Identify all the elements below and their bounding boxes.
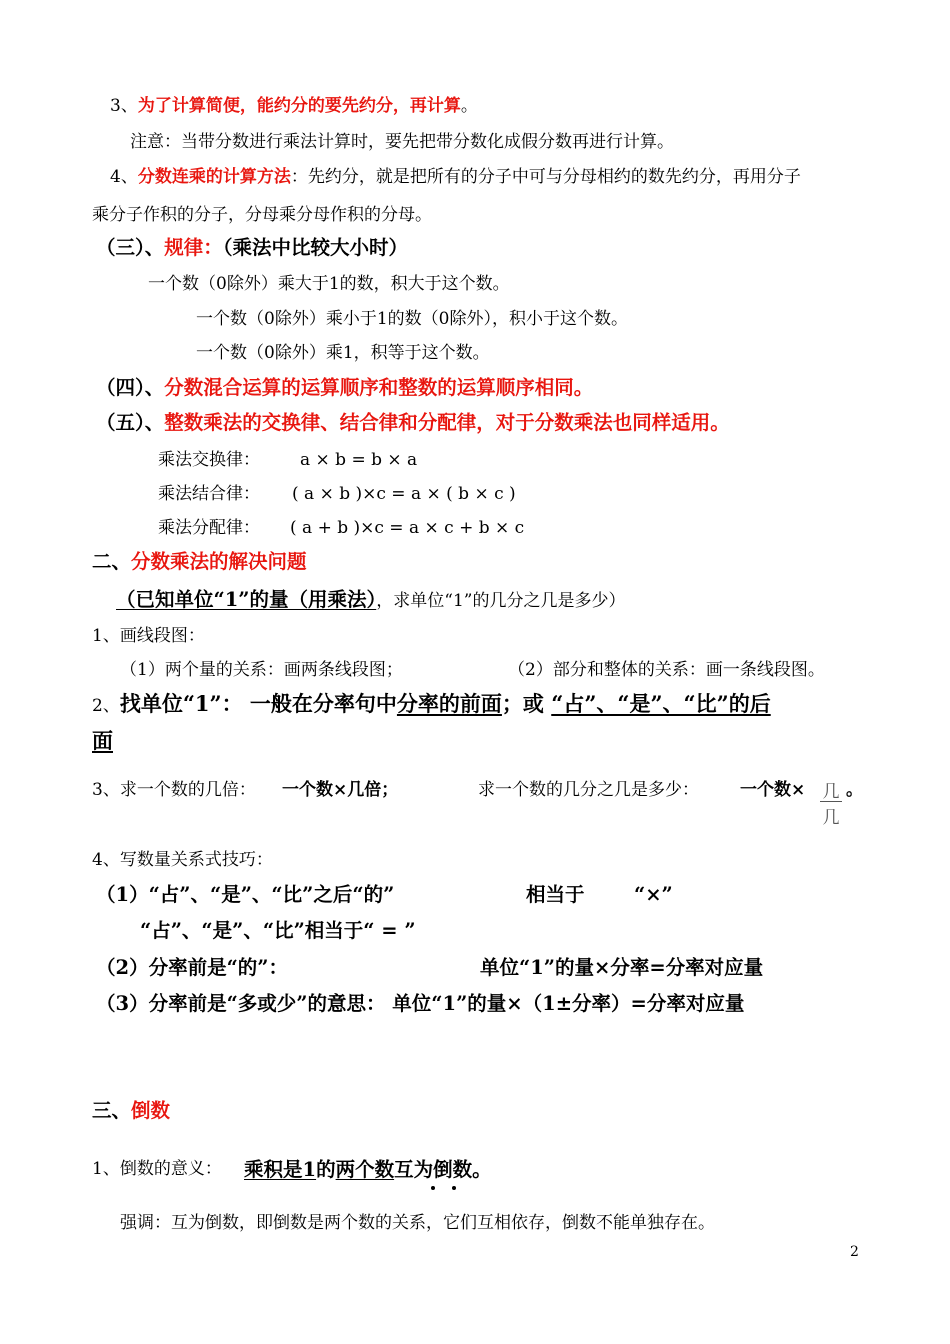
fraction-denominator: 几 (822, 808, 840, 828)
definition-bold (244, 1158, 492, 1182)
bold-text: 互为倒数。 (394, 1158, 492, 1181)
body-text: 1、倒数的意义： (92, 1159, 222, 1179)
tip-1: （1）“占”、“是”、“比”之后“的” (96, 883, 395, 906)
formula-bold: 一个数× (740, 780, 806, 800)
law-formula: a × b = b × a (300, 450, 418, 470)
red-heading: 规律： (164, 236, 223, 259)
punctuation: 。 (846, 780, 863, 800)
red-heading: 分数乘法的解决问题 (131, 550, 307, 573)
item-4 (110, 167, 801, 188)
emphasis-dot (452, 1186, 456, 1190)
list-subitem: （1）两个量的关系：画两条线段图； (120, 660, 403, 680)
law-formula: ( a + b )×c = a × c + b × c (290, 518, 525, 538)
chapter-3-heading (92, 1099, 170, 1123)
body-text: ，求单位“1”的几分之几是多少） (376, 591, 626, 611)
section-number: （三）、 (96, 236, 165, 259)
section-5-heading (96, 411, 730, 435)
law-line (158, 518, 260, 539)
chapter-number: 三、 (92, 1099, 132, 1122)
body-text: ：先约分，就是把所有的分子中可与分母相约的数先约分，再用分子 (290, 167, 801, 187)
item-number: 4、 (110, 167, 138, 187)
bold-text: ；或 (501, 691, 552, 716)
law-line (158, 450, 260, 471)
tip-1-symbol: “×” (634, 883, 673, 906)
find-unit-line-cont: 面 (92, 728, 113, 753)
body-line: 乘分子作积的分子，分母乘分母作积的分母。 (92, 205, 432, 225)
bold-text: 找单位“1”： 一般在分率句中 (119, 691, 397, 716)
tip-1-cont: “占”、“是”、“比”相当于“ = ” (140, 919, 416, 942)
section-number: （五）、 (96, 411, 165, 434)
red-heading: 倒数 (131, 1099, 171, 1122)
multiple-line (92, 780, 256, 801)
item-3 (110, 96, 478, 117)
heading-note: （乘法中比较大小时） (222, 236, 409, 259)
law-name: 乘法分配律： (158, 518, 260, 538)
red-heading: 分数混合运算的运算顺序和整数的运算顺序相同。 (164, 376, 594, 399)
formula-bold: 一个数×几倍； (282, 780, 399, 800)
list-item: 4、写数量关系式技巧： (92, 850, 273, 870)
item-number: 2、 (92, 696, 120, 716)
find-unit-line (92, 691, 771, 717)
red-heading: 分数连乘的计算方法 (137, 167, 291, 187)
tip-2: （2）分率前是“的”： (96, 956, 289, 979)
law-line (158, 484, 260, 505)
item-number: 3、 (110, 96, 138, 116)
subheading-line (116, 588, 625, 612)
underlined-subheading: （已知单位“1”的量（用乘法） (116, 588, 377, 611)
fraction-bar (820, 801, 842, 802)
body-text: 3、求一个数的几倍： (92, 780, 256, 800)
tip-3: （3）分率前是“多或少”的意思： 单位“1”的量×（1±分率）=分率对应量 (96, 992, 745, 1015)
underlined-text: “占”、“是”、“比”的后 (551, 691, 771, 716)
red-heading: 整数乘法的交换律、结合律和分配律，对于分数乘法也同样适用。 (164, 411, 730, 434)
section-3-heading (96, 236, 408, 260)
bold-text: 的 (316, 1158, 336, 1181)
list-item: 1、画线段图： (92, 626, 205, 646)
law-name: 乘法交换律： (158, 450, 260, 470)
chapter-number: 二、 (92, 550, 132, 573)
tip-1-equiv: 相当于 (526, 883, 585, 906)
rule-line: 一个数（0除外）乘大于1的数，积大于这个数。 (148, 274, 510, 294)
page-number: 2 (850, 1244, 859, 1260)
emphasis-note: 强调：互为倒数，即倒数是两个数的关系，它们互相依存，倒数不能单独存在。 (120, 1213, 715, 1233)
underlined-text: 两个数 (335, 1158, 395, 1181)
note-line: 注意：当带分数进行乘法计算时，要先把带分数化成假分数再进行计算。 (130, 132, 674, 152)
tip-2-formula: 单位“1”的量×分率=分率对应量 (480, 956, 764, 979)
body-text: 求一个数的几分之几是多少： (478, 780, 699, 800)
emphasis-dot (431, 1186, 435, 1190)
rule-line: 一个数（0除外）乘1，积等于这个数。 (196, 343, 490, 363)
rule-line: 一个数（0除外）乘小于1的数（0除外），积小于这个数。 (196, 309, 628, 329)
underlined-text: 乘积是1 (244, 1158, 317, 1181)
law-name: 乘法结合律： (158, 484, 260, 504)
law-formula: ( a × b )×c = a × ( b × c ) (292, 484, 516, 504)
fraction-numerator: 几 (822, 782, 840, 802)
punctuation: 。 (460, 96, 478, 116)
chapter-2-heading (92, 550, 307, 574)
list-subitem: （2）部分和整体的关系：画一条线段图。 (508, 660, 825, 680)
section-4-heading (96, 376, 593, 400)
reciprocal-definition (92, 1159, 222, 1180)
red-heading: 为了计算简便，能约分的要先约分，再计算 (137, 96, 461, 116)
underlined-text: 分率的前面 (396, 691, 502, 716)
section-number: （四）、 (96, 376, 165, 399)
